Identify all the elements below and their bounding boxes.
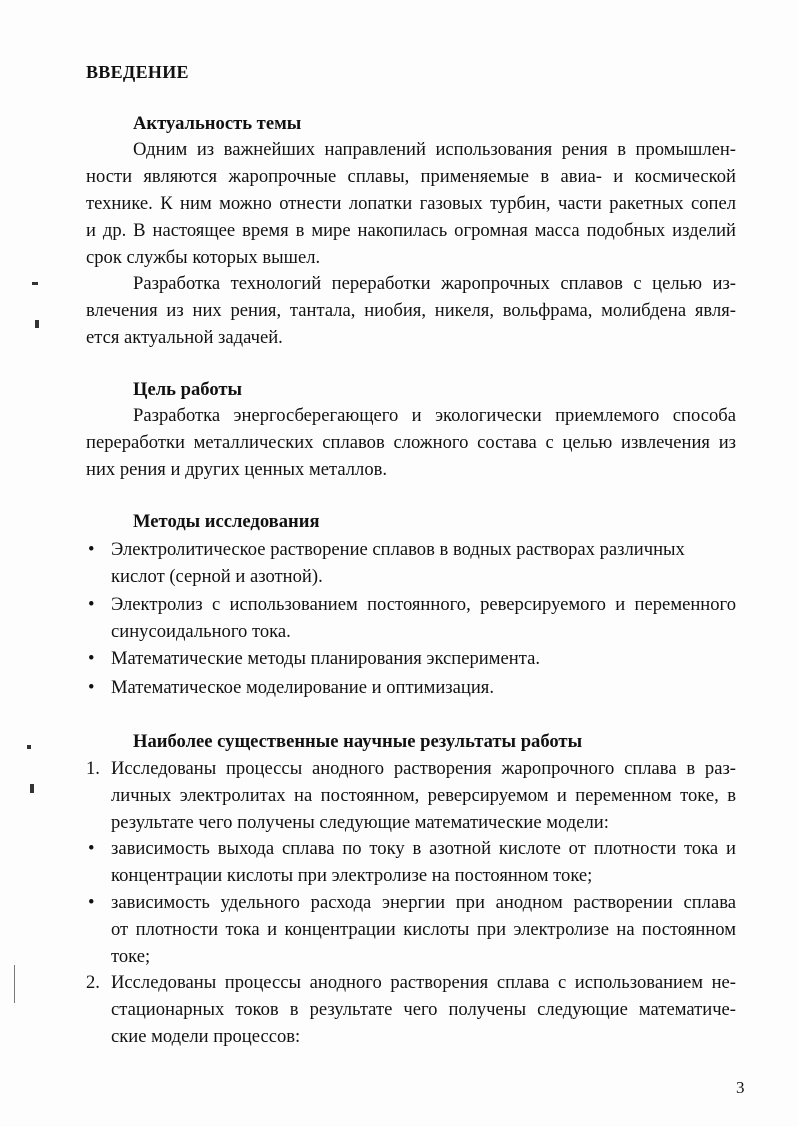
list-marker: •: [88, 838, 95, 859]
section-heading: Цель работы: [133, 379, 243, 400]
scan-speck: [30, 784, 34, 793]
list-item-line: Электролиз с использованием постоянного, реверсируемого и переменного: [111, 594, 736, 615]
paragraph-line: ется актуальной задачей.: [86, 326, 283, 348]
paragraph-line: переработки металлических сплавов сложного состава с целью извлечения из: [86, 431, 736, 453]
list-item-line: Математическое моделирование и оптимизация.: [111, 677, 494, 698]
paragraph-line: Разработка технологий переработки жаропрочных сплавов с целью из-: [133, 273, 736, 294]
scan-speck: [27, 745, 31, 749]
paragraph-line: срок службы которых вышел.: [86, 246, 321, 268]
list-marker: 1.: [86, 758, 100, 779]
list-item-line: от плотности тока и концентрации кислоты при электролизе на постоянном: [111, 918, 736, 940]
list-item-line: синусоидального тока.: [111, 620, 291, 642]
list-marker: •: [88, 892, 95, 913]
paragraph-line: ности являются жаропрочные сплавы, применяемые в авиа- и космической: [86, 165, 736, 187]
list-item-line: зависимость выхода сплава по току в азотной кислоте от плотности тока и: [111, 838, 736, 859]
list-marker: •: [88, 648, 95, 669]
list-item-line: Электролитическое растворение сплавов в водных растворах различных: [111, 539, 685, 560]
list-item-line: личных электролитах на постоянном, реверсируемом и переменном токе, в: [111, 784, 736, 806]
scan-edge-line: [14, 965, 15, 1003]
paragraph-line: них рения и других ценных металлов.: [86, 458, 388, 480]
list-item-line: кислот (серной и азотной).: [111, 565, 323, 587]
section-heading: Актуальность темы: [133, 113, 302, 134]
list-item-line: стационарных токов в результате чего получены следующие математиче-: [111, 998, 736, 1020]
list-item-line: результате чего получены следующие математические модели:: [111, 811, 609, 833]
list-marker: •: [88, 677, 95, 698]
scan-speck: [32, 282, 38, 285]
page-number: 3: [736, 1078, 745, 1097]
list-marker: •: [88, 594, 95, 615]
list-item-line: Исследованы процессы анодного растворения жаропрочного сплава в раз-: [111, 758, 736, 779]
list-item-line: Исследованы процессы анодного растворения сплава с использованием не-: [111, 972, 736, 993]
paragraph-line: и др. В настоящее время в мире накопилась огромная масса подобных изделий: [86, 219, 736, 241]
list-item-line: токе;: [111, 945, 151, 967]
scan-speck: [35, 320, 39, 328]
paragraph-line: технике. К ним можно отнести лопатки газовых турбин, части ракетных сопел: [86, 192, 736, 214]
list-item-line: зависимость удельного расхода энергии при анодном растворении сплава: [111, 892, 736, 913]
paragraph-line: Разработка энергосберегающего и экологически приемлемого способа: [133, 405, 736, 426]
list-item-line: Математические методы планирования эксперимента.: [111, 648, 540, 669]
list-item-line: ские модели процессов:: [111, 1025, 301, 1047]
section-heading: Методы исследования: [133, 511, 320, 532]
page-title: ВВЕДЕНИЕ: [86, 62, 189, 82]
list-item-line: концентрации кислоты при электролизе на постоянном токе;: [111, 864, 593, 886]
paragraph-line: Одним из важнейших направлений использования рения в промышлен-: [133, 139, 736, 160]
list-marker: •: [88, 539, 95, 560]
section-heading: Наиболее существенные научные результаты работы: [133, 731, 583, 752]
paragraph-line: влечения из них рения, тантала, ниобия, никеля, вольфрама, молибдена явля-: [86, 299, 736, 321]
list-marker: 2.: [86, 972, 100, 993]
